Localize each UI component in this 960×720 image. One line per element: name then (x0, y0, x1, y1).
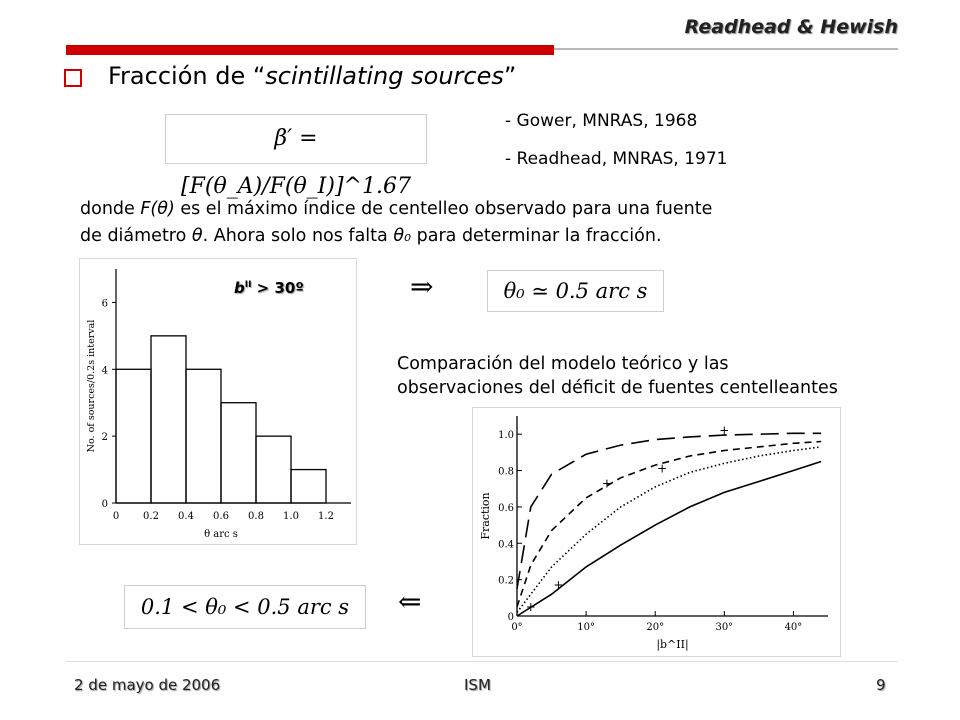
fraction-y-tick-label: 0.2 (498, 575, 514, 587)
reference-gower: - Gower, MNRAS, 1968 (505, 111, 698, 131)
fraction-y-tick-label: 0.4 (498, 539, 514, 551)
implied-by-left-arrow-icon: ⇐ (398, 585, 422, 618)
formula-theta0-text: θ₀ ≃ 0.5 arc s (503, 279, 648, 303)
comparison-caption (397, 352, 937, 400)
fraction-series-line (517, 433, 821, 588)
fraction-y-tick-label: 0.6 (498, 502, 514, 514)
formula-theta0 (487, 270, 664, 312)
histogram-bar (256, 436, 291, 503)
fraction-data-point: + (657, 461, 668, 476)
histogram-condition-label: $b^{II}$ > 30º (234, 279, 304, 297)
reference-readhead: - Readhead, MNRAS, 1971 (505, 149, 728, 169)
histogram-bar (116, 369, 151, 503)
fraction-x-tick-label: 40° (784, 622, 803, 633)
histogram-x-tick-label: 0.2 (143, 511, 159, 522)
histogram-y-tick-label: 4 (101, 365, 108, 377)
histogram-x-tick-label: 1.0 (283, 511, 299, 522)
header-author: Readhead & Hewish (684, 16, 898, 38)
fraction-chart (473, 408, 840, 656)
fraction-series-line (517, 462, 821, 617)
formula-beta (165, 114, 427, 199)
histogram-chart (80, 259, 356, 544)
fraction-y-tick-label: 1.0 (498, 430, 514, 442)
fraction-x-tick-label: 0° (511, 622, 523, 633)
fraction-data-point: + (525, 599, 536, 614)
checkbox-bullet-icon (64, 69, 82, 87)
histogram-x-tick-label: 0.8 (248, 511, 264, 522)
formula-range-text: 0.1 < θ₀ < 0.5 arc s (140, 595, 350, 619)
footer-date: 2 de mayo de 2006 (74, 676, 221, 694)
fraction-x-tick-label: 10° (577, 622, 595, 633)
caption-line-2: observaciones del déficit de fuentes centelleantes (397, 378, 838, 398)
histogram-bar (291, 470, 326, 503)
histogram-bar (186, 369, 221, 503)
formula-beta-text: β′ = [F(θ_A)/F(θ_I)]^1.67 (181, 126, 411, 199)
histogram-figure (79, 258, 357, 545)
fraction-x-tick-label: 20° (646, 622, 665, 633)
histogram-bar (151, 336, 186, 503)
fraction-y-axis-label: Fraction (479, 492, 492, 540)
formula-range (124, 585, 366, 629)
fraction-x-tick-label: 30° (715, 622, 734, 633)
implies-right-arrow-icon: ⇒ (410, 270, 434, 303)
histogram-x-axis-label: θ arc s (204, 529, 238, 540)
caption-line-1: Comparación del modelo teórico y las (397, 354, 729, 374)
footer-page-number: 9 (876, 676, 886, 694)
fraction-data-point: + (719, 423, 730, 438)
histogram-y-tick-label: 6 (101, 298, 108, 310)
histogram-x-tick-label: 0.4 (178, 511, 194, 522)
fraction-x-axis-label: |b^II| (656, 638, 689, 651)
histogram-y-tick-label: 0 (101, 499, 108, 510)
slide-title: Fracción de “scintillating sources” (108, 62, 517, 90)
histogram-x-tick-label: 0 (112, 511, 120, 522)
fraction-y-tick-label: 0.8 (498, 466, 514, 478)
description-paragraph: donde F(θ) es el máximo índice de centelleo observado para una fuente de diámetro θ. Ahora solo nos falta θ₀ para determinar la fracción. (80, 199, 713, 246)
histogram-y-tick-label: 2 (101, 432, 108, 444)
histogram-x-tick-label: 0.6 (213, 511, 229, 522)
header-accent-bar (66, 45, 554, 55)
histogram-x-tick-label: 1.2 (318, 511, 334, 522)
fraction-figure (472, 407, 841, 657)
fraction-data-point: + (601, 476, 612, 491)
fraction-data-point: + (553, 578, 564, 593)
fraction-y-tick-label: 0 (507, 612, 514, 623)
histogram-y-axis-label: No. of sources/0.2s interval (86, 319, 97, 453)
footer-center: ISM (464, 676, 491, 694)
histogram-bar (221, 403, 256, 503)
footer-divider (66, 661, 898, 662)
